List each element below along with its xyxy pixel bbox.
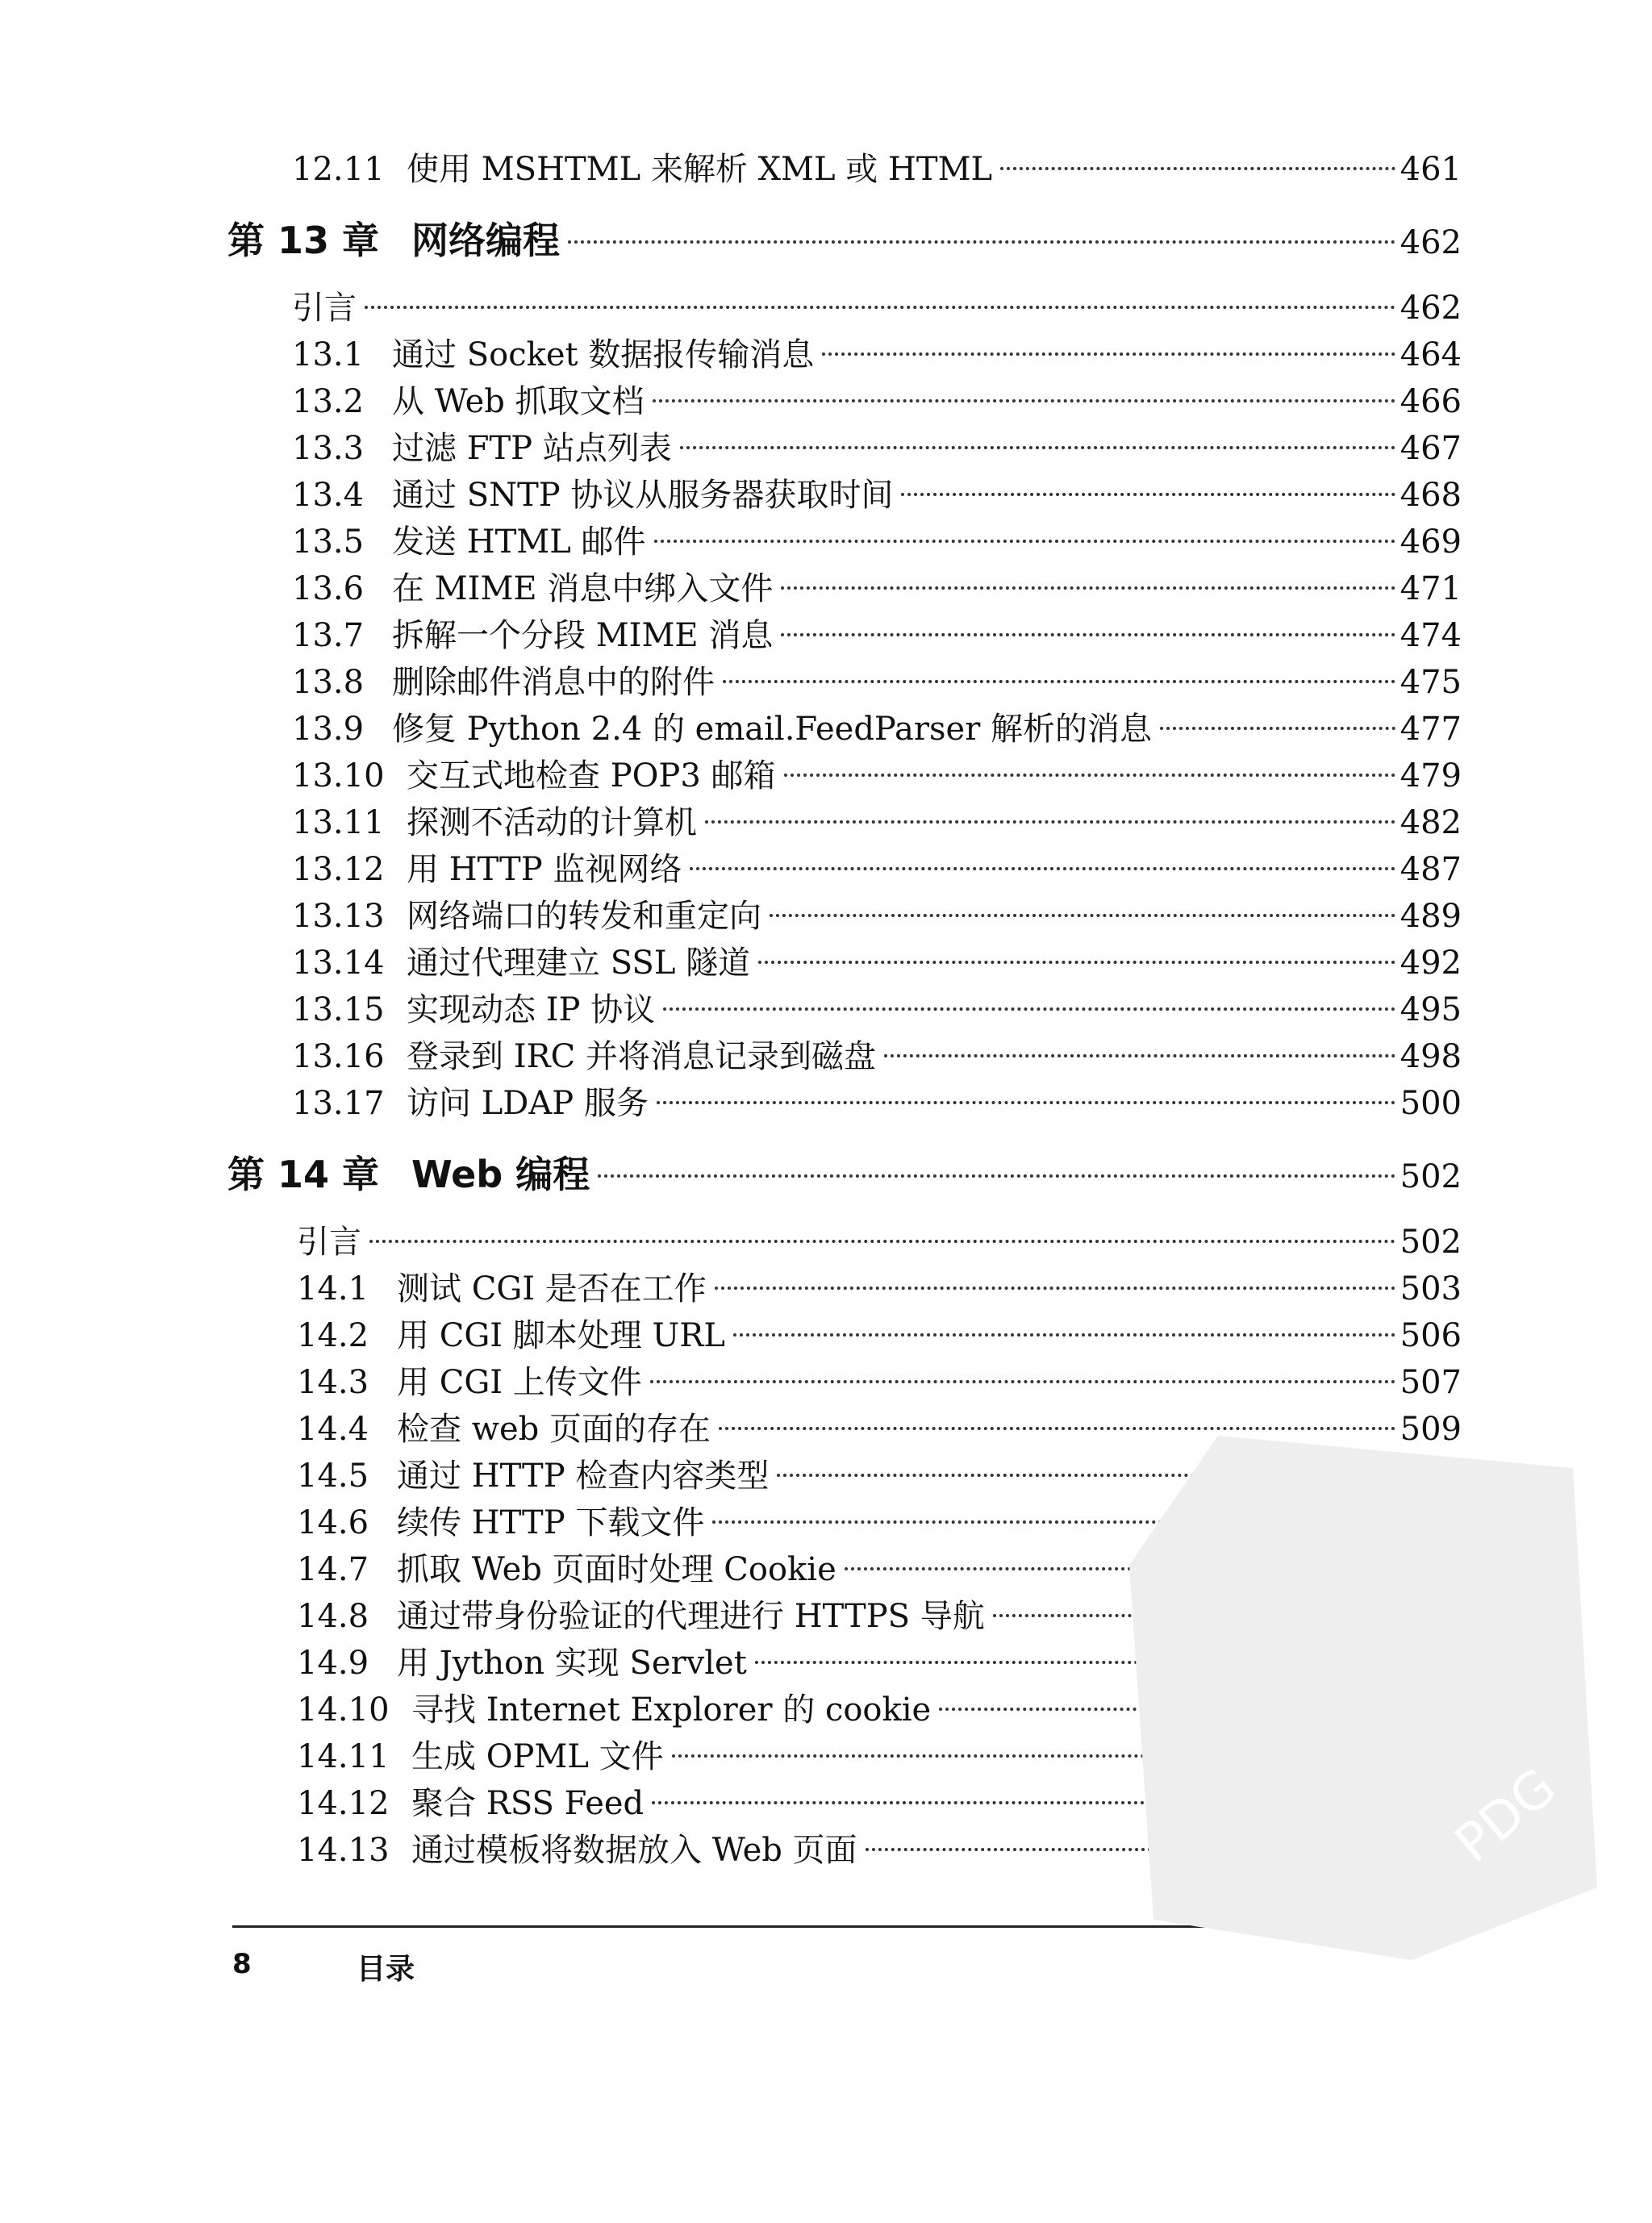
- page-number: 495: [1400, 991, 1462, 1028]
- section-number: 13.12: [292, 851, 385, 888]
- dot-leader: [723, 680, 1395, 683]
- page-number: 461: [1400, 151, 1462, 188]
- section-number: 14.5: [297, 1458, 369, 1495]
- toc-entry: [292, 423, 1462, 469]
- page-number: 502: [1400, 1158, 1462, 1195]
- page-number: 469: [1400, 523, 1462, 561]
- section-number: 14.13: [297, 1832, 390, 1869]
- dot-leader: [657, 1101, 1395, 1104]
- dot-leader: [1000, 167, 1395, 170]
- watermark-stamp-icon: [1121, 1403, 1605, 1968]
- toc-entry: [292, 516, 1462, 563]
- toc-entry: [292, 844, 1462, 890]
- toc-entry: [292, 329, 1462, 376]
- section-number: 13.7: [292, 617, 365, 654]
- section-number: 13.16: [292, 1038, 385, 1075]
- section-number: 13.1: [292, 336, 365, 373]
- section-number: 14.8: [297, 1598, 369, 1635]
- page-number: 492: [1400, 945, 1462, 982]
- section-number: 14.10: [297, 1691, 390, 1729]
- section-number: 13.14: [292, 945, 385, 982]
- dot-leader: [781, 633, 1395, 636]
- dot-leader: [705, 820, 1395, 824]
- toc-entry: [292, 282, 1462, 329]
- dot-leader: [822, 352, 1395, 356]
- toc-entry: [292, 750, 1462, 797]
- toc-entry: [297, 1216, 1462, 1263]
- toc-entry: [292, 1031, 1462, 1078]
- page-number: 482: [1400, 804, 1462, 841]
- section-number: 13.15: [292, 991, 385, 1028]
- section-title: 交互式地检查 POP3 邮箱: [407, 757, 776, 795]
- watermark-text: PDG: [1444, 1757, 1568, 1875]
- section-title: 用 HTTP 监视网络: [407, 851, 682, 888]
- section-title: 实现动态 IP 协议: [407, 991, 656, 1028]
- section-number: 14.4: [297, 1411, 369, 1448]
- toc-entry: [292, 984, 1462, 1031]
- toc-chapter-heading: [227, 1145, 1462, 1199]
- dot-leader: [663, 1007, 1395, 1011]
- section-title: 用 CGI 脚本处理 URL: [397, 1317, 725, 1354]
- page-number: 506: [1400, 1317, 1462, 1354]
- dot-leader: [901, 493, 1395, 496]
- toc-entry: [292, 469, 1462, 516]
- section-title: 聚合 RSS Feed: [411, 1785, 645, 1822]
- section-title: 通过 SNTP 协议从服务器获取时间: [392, 477, 894, 514]
- section-title: 通过模板将数据放入 Web 页面: [411, 1832, 857, 1869]
- section-number: 13.11: [292, 804, 385, 841]
- section-title: 用 CGI 上传文件: [397, 1364, 642, 1401]
- section-number: 13.13: [292, 898, 385, 935]
- section-number: 12.11: [292, 151, 385, 188]
- chapter-number: 第 14 章: [227, 1153, 380, 1196]
- chapter-title: Web 编程: [411, 1153, 590, 1196]
- section-number: 14.2: [297, 1317, 369, 1354]
- section-title: 修复 Python 2.4 的 email.FeedParser 解析的消息: [392, 711, 1153, 748]
- dot-leader: [715, 1287, 1395, 1290]
- section-number: 13.10: [292, 757, 385, 795]
- page-number: 507: [1400, 1364, 1462, 1401]
- page-number: 509: [1400, 1411, 1462, 1448]
- footer-section-label: 目录: [357, 1953, 415, 1986]
- section-title: 通过 Socket 数据报传输消息: [392, 336, 815, 373]
- section-number: 13.6: [292, 570, 365, 607]
- section-number: 13.2: [292, 383, 365, 420]
- section-title: 拆解一个分段 MIME 消息: [392, 617, 774, 654]
- chapter-title: 网络编程: [411, 219, 560, 262]
- chapter-number: 第 13 章: [227, 219, 380, 262]
- dot-leader: [650, 1380, 1395, 1383]
- section-title: 网络端口的转发和重定向: [407, 898, 761, 935]
- page-number: 500: [1400, 1085, 1462, 1122]
- section-number: 13.17: [292, 1085, 385, 1122]
- section-number: 14.6: [297, 1504, 369, 1541]
- section-number: 13.8: [292, 664, 365, 701]
- toc-entry: [292, 1078, 1462, 1124]
- toc-entry: [292, 937, 1462, 984]
- dot-leader: [654, 540, 1395, 543]
- section-title: 通过代理建立 SSL 隧道: [407, 945, 751, 982]
- page-number: 477: [1400, 711, 1462, 748]
- section-number: 14.3: [297, 1364, 369, 1401]
- section-title: 续传 HTTP 下载文件: [397, 1504, 705, 1541]
- section-title: 检查 web 页面的存在: [397, 1411, 711, 1448]
- page-number: 502: [1400, 1224, 1462, 1261]
- section-number: 14.9: [297, 1645, 369, 1682]
- page-number: 475: [1400, 664, 1462, 701]
- section-number: 14.7: [297, 1551, 369, 1588]
- dot-leader: [1160, 727, 1395, 730]
- page-number: 462: [1400, 224, 1462, 261]
- section-title: 引言: [292, 290, 357, 327]
- dot-leader: [884, 1054, 1395, 1057]
- dot-leader: [733, 1333, 1395, 1337]
- page-number: 498: [1400, 1038, 1462, 1075]
- page-number: 489: [1400, 898, 1462, 935]
- toc-entry: [292, 890, 1462, 937]
- page-number: 487: [1400, 851, 1462, 888]
- toc-entry: [292, 703, 1462, 750]
- toc-entry: [297, 1310, 1462, 1357]
- dot-leader: [784, 774, 1395, 777]
- section-number: 13.4: [292, 477, 365, 514]
- toc-entry: [292, 610, 1462, 657]
- section-title: 探测不活动的计算机: [407, 804, 697, 841]
- toc-entry: [292, 376, 1462, 423]
- section-title: 寻找 Internet Explorer 的 cookie: [411, 1691, 932, 1729]
- dot-leader: [690, 867, 1395, 870]
- toc-chapter-heading: [227, 211, 1462, 265]
- section-title: 用 Jython 实现 Servlet: [397, 1645, 747, 1682]
- section-title: 通过 HTTP 检查内容类型: [397, 1458, 770, 1495]
- section-number: 14.11: [297, 1738, 390, 1775]
- toc-entry: [297, 1357, 1462, 1403]
- dot-leader: [770, 914, 1395, 917]
- footer-page-number: 8: [232, 1948, 252, 1980]
- dot-leader: [568, 240, 1395, 244]
- dot-leader: [598, 1174, 1395, 1178]
- section-title: 访问 LDAP 服务: [407, 1085, 649, 1122]
- page-number: 479: [1400, 757, 1462, 795]
- dot-leader: [365, 306, 1395, 309]
- toc-entry: [292, 563, 1462, 610]
- page-number: 462: [1400, 290, 1462, 327]
- section-number: 13.3: [292, 430, 365, 467]
- section-title: 引言: [297, 1224, 361, 1261]
- dot-leader: [781, 586, 1395, 590]
- section-number: 14.1: [297, 1270, 369, 1308]
- page-number: 471: [1400, 570, 1462, 607]
- page-number: 503: [1400, 1270, 1462, 1308]
- page-number: 466: [1400, 383, 1462, 420]
- section-title: 在 MIME 消息中绑入文件: [392, 570, 774, 607]
- dot-leader: [680, 446, 1395, 449]
- toc-entry: [292, 144, 1462, 190]
- page-number: 464: [1400, 336, 1462, 373]
- dot-leader: [758, 961, 1395, 964]
- section-title: 使用 MSHTML 来解析 XML 或 HTML: [407, 151, 993, 188]
- section-number: 13.9: [292, 711, 365, 748]
- section-title: 删除邮件消息中的附件: [392, 664, 715, 701]
- dot-leader: [369, 1240, 1395, 1243]
- toc-entry: [292, 657, 1462, 703]
- page-number: 474: [1400, 617, 1462, 654]
- section-title: 发送 HTML 邮件: [392, 523, 646, 561]
- section-title: 生成 OPML 文件: [411, 1738, 664, 1775]
- toc-entry: [292, 797, 1462, 844]
- toc-entry: [297, 1263, 1462, 1310]
- page-number: 468: [1400, 477, 1462, 514]
- page-number: 467: [1400, 430, 1462, 467]
- section-title: 登录到 IRC 并将消息记录到磁盘: [407, 1038, 876, 1075]
- section-title: 通过带身份验证的代理进行 HTTPS 导航: [397, 1598, 985, 1635]
- watermark-shape: [1129, 1436, 1597, 1960]
- section-title: 测试 CGI 是否在工作: [397, 1270, 707, 1308]
- section-title: 过滤 FTP 站点列表: [392, 430, 672, 467]
- section-title: 从 Web 抓取文档: [392, 383, 645, 420]
- section-number: 14.12: [297, 1785, 390, 1822]
- dot-leader: [653, 399, 1395, 402]
- section-title: 抓取 Web 页面时处理 Cookie: [397, 1551, 836, 1588]
- section-number: 13.5: [292, 523, 365, 561]
